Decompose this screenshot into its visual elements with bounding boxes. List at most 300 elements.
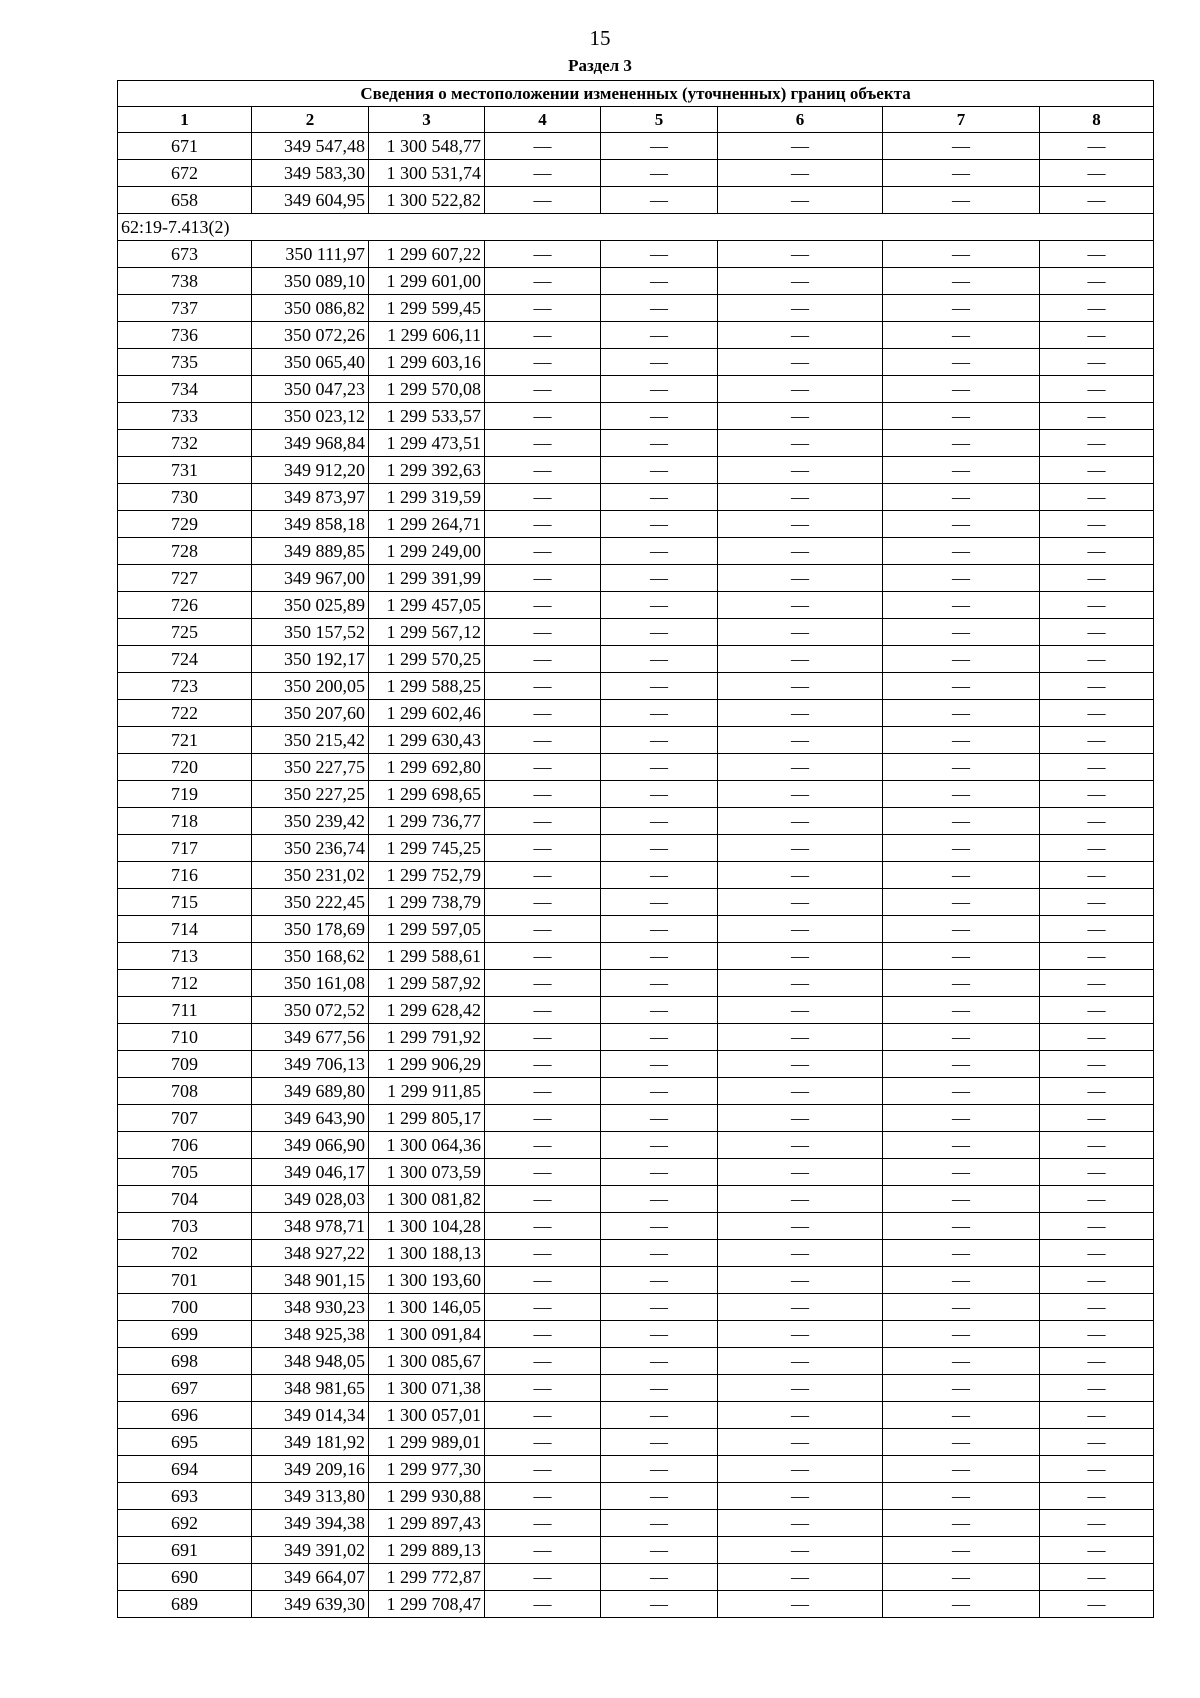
table-row [118,403,1154,430]
empty-cell-dash: — [485,241,601,268]
table-row [118,349,1154,376]
empty-cell-dash: — [485,1429,601,1456]
empty-cell-dash: — [601,322,718,349]
empty-cell-dash: — [718,943,883,970]
point-number: 730 [118,484,252,511]
point-number: 716 [118,862,252,889]
empty-cell-dash: — [485,511,601,538]
empty-cell-dash: — [601,295,718,322]
empty-cell-dash: — [485,1024,601,1051]
table-row [118,673,1154,700]
empty-cell-dash: — [718,997,883,1024]
empty-cell-dash: — [601,1051,718,1078]
table-row [118,376,1154,403]
empty-cell-dash: — [485,1159,601,1186]
table-row [118,160,1154,187]
empty-cell-dash: — [601,619,718,646]
table-row [118,1267,1154,1294]
empty-cell-dash: — [601,1348,718,1375]
empty-cell-dash: — [1040,538,1154,565]
table-row [118,457,1154,484]
empty-cell-dash: — [883,970,1040,997]
empty-cell-dash: — [601,187,718,214]
empty-cell-dash: — [718,1159,883,1186]
empty-cell-dash: — [1040,430,1154,457]
point-number: 706 [118,1132,252,1159]
empty-cell-dash: — [883,1213,1040,1240]
empty-cell-dash: — [485,1510,601,1537]
empty-cell-dash: — [485,1348,601,1375]
empty-cell-dash: — [718,457,883,484]
empty-cell-dash: — [718,781,883,808]
empty-cell-dash: — [1040,754,1154,781]
table-row [118,187,1154,214]
empty-cell-dash: — [1040,241,1154,268]
table-row [118,1213,1154,1240]
point-number: 695 [118,1429,252,1456]
coordinate-y: 1 299 533,57 [369,403,485,430]
empty-cell-dash: — [485,754,601,781]
coordinate-y: 1 300 091,84 [369,1321,485,1348]
coordinate-x: 349 547,48 [252,133,369,160]
empty-cell-dash: — [1040,889,1154,916]
empty-cell-dash: — [1040,1429,1154,1456]
coordinate-y: 1 299 597,05 [369,916,485,943]
coordinate-x: 350 157,52 [252,619,369,646]
coordinate-x: 350 236,74 [252,835,369,862]
empty-cell-dash: — [601,133,718,160]
coordinate-y: 1 299 736,77 [369,808,485,835]
empty-cell-dash: — [485,1564,601,1591]
coordinate-y: 1 299 570,25 [369,646,485,673]
point-number: 672 [118,160,252,187]
empty-cell-dash: — [718,592,883,619]
empty-cell-dash: — [883,889,1040,916]
empty-cell-dash: — [601,970,718,997]
point-number: 734 [118,376,252,403]
coordinate-x: 350 072,26 [252,322,369,349]
table-row [118,241,1154,268]
table-row [118,754,1154,781]
empty-cell-dash: — [601,1483,718,1510]
empty-cell-dash: — [718,322,883,349]
coordinate-x: 349 394,38 [252,1510,369,1537]
empty-cell-dash: — [1040,862,1154,889]
empty-cell-dash: — [883,511,1040,538]
empty-cell-dash: — [601,1375,718,1402]
coordinate-y: 1 299 473,51 [369,430,485,457]
empty-cell-dash: — [601,997,718,1024]
coordinate-y: 1 299 607,22 [369,241,485,268]
empty-cell-dash: — [485,1456,601,1483]
empty-cell-dash: — [601,1132,718,1159]
empty-cell-dash: — [601,1321,718,1348]
point-number: 709 [118,1051,252,1078]
point-number: 713 [118,943,252,970]
empty-cell-dash: — [718,1456,883,1483]
coordinate-y: 1 299 601,00 [369,268,485,295]
empty-cell-dash: — [1040,376,1154,403]
page-number: 15 [589,26,611,50]
table-row [118,808,1154,835]
empty-cell-dash: — [601,835,718,862]
coordinate-x: 349 583,30 [252,160,369,187]
table-row [118,997,1154,1024]
empty-cell-dash: — [1040,1294,1154,1321]
empty-cell-dash: — [1040,1510,1154,1537]
empty-cell-dash: — [718,1267,883,1294]
coordinate-x: 349 677,56 [252,1024,369,1051]
empty-cell-dash: — [718,295,883,322]
empty-cell-dash: — [601,268,718,295]
coordinate-x: 350 207,60 [252,700,369,727]
empty-cell-dash: — [601,484,718,511]
empty-cell-dash: — [883,1051,1040,1078]
empty-cell-dash: — [883,133,1040,160]
table-row [118,619,1154,646]
point-number: 689 [118,1591,252,1618]
point-number: 697 [118,1375,252,1402]
empty-cell-dash: — [601,376,718,403]
empty-cell-dash: — [883,187,1040,214]
empty-cell-dash: — [601,1564,718,1591]
coordinate-y: 1 299 391,99 [369,565,485,592]
point-number: 738 [118,268,252,295]
empty-cell-dash: — [1040,1213,1154,1240]
table-row [118,268,1154,295]
coordinate-y: 1 300 188,13 [369,1240,485,1267]
table-row [118,1510,1154,1537]
empty-cell-dash: — [485,997,601,1024]
coordinate-y: 1 299 602,46 [369,700,485,727]
empty-cell-dash: — [601,1537,718,1564]
table-row [118,484,1154,511]
empty-cell-dash: — [883,646,1040,673]
empty-cell-dash: — [1040,700,1154,727]
empty-cell-dash: — [883,1564,1040,1591]
column-number: 6 [718,107,883,133]
table-row [118,133,1154,160]
coordinate-x: 350 227,75 [252,754,369,781]
empty-cell-dash: — [883,295,1040,322]
empty-cell-dash: — [1040,1132,1154,1159]
point-number: 703 [118,1213,252,1240]
coordinate-x: 349 706,13 [252,1051,369,1078]
empty-cell-dash: — [601,781,718,808]
coordinate-x: 349 209,16 [252,1456,369,1483]
empty-cell-dash: — [883,160,1040,187]
empty-cell-dash: — [485,1375,601,1402]
empty-cell-dash: — [1040,457,1154,484]
point-number: 728 [118,538,252,565]
empty-cell-dash: — [601,1213,718,1240]
empty-cell-dash: — [485,1537,601,1564]
point-number: 707 [118,1105,252,1132]
table-row [118,295,1154,322]
empty-cell-dash: — [485,862,601,889]
coordinate-x: 350 161,08 [252,970,369,997]
coordinate-y: 1 299 698,65 [369,781,485,808]
empty-cell-dash: — [1040,1105,1154,1132]
cadastral-number: 62:19-7.413(2) [118,214,1154,241]
empty-cell-dash: — [1040,781,1154,808]
empty-cell-dash: — [883,1132,1040,1159]
empty-cell-dash: — [718,835,883,862]
empty-cell-dash: — [485,727,601,754]
empty-cell-dash: — [883,1402,1040,1429]
empty-cell-dash: — [718,187,883,214]
coordinate-x: 350 192,17 [252,646,369,673]
coordinate-x: 350 072,52 [252,997,369,1024]
point-number: 702 [118,1240,252,1267]
table-row [118,970,1154,997]
coordinate-x: 348 981,65 [252,1375,369,1402]
point-number: 722 [118,700,252,727]
empty-cell-dash: — [883,916,1040,943]
empty-cell-dash: — [1040,1186,1154,1213]
coordinate-y: 1 300 064,36 [369,1132,485,1159]
point-number: 704 [118,1186,252,1213]
empty-cell-dash: — [485,673,601,700]
table-row [118,1348,1154,1375]
coordinate-x: 349 391,02 [252,1537,369,1564]
empty-cell-dash: — [718,1483,883,1510]
point-number: 658 [118,187,252,214]
coordinate-y: 1 300 071,38 [369,1375,485,1402]
point-number: 692 [118,1510,252,1537]
empty-cell-dash: — [718,511,883,538]
empty-cell-dash: — [601,1591,718,1618]
point-number: 671 [118,133,252,160]
empty-cell-dash: — [601,1078,718,1105]
empty-cell-dash: — [601,565,718,592]
empty-cell-dash: — [1040,997,1154,1024]
empty-cell-dash: — [718,1240,883,1267]
empty-cell-dash: — [883,862,1040,889]
empty-cell-dash: — [883,592,1040,619]
empty-cell-dash: — [1040,1240,1154,1267]
table-row [118,727,1154,754]
empty-cell-dash: — [601,1402,718,1429]
section-title: Раздел 3 [568,56,632,75]
coordinate-x: 350 168,62 [252,943,369,970]
table-row [118,916,1154,943]
boundary-table [117,80,1154,1618]
empty-cell-dash: — [601,1024,718,1051]
empty-cell-dash: — [1040,619,1154,646]
coordinate-y: 1 300 522,82 [369,187,485,214]
empty-cell-dash: — [1040,322,1154,349]
empty-cell-dash: — [485,592,601,619]
empty-cell-dash: — [718,1591,883,1618]
empty-cell-dash: — [883,700,1040,727]
point-number: 719 [118,781,252,808]
column-number: 3 [369,107,485,133]
point-number: 699 [118,1321,252,1348]
coordinate-y: 1 299 392,63 [369,457,485,484]
empty-cell-dash: — [485,349,601,376]
coordinate-y: 1 300 104,28 [369,1213,485,1240]
empty-cell-dash: — [883,565,1040,592]
empty-cell-dash: — [1040,1348,1154,1375]
point-number: 690 [118,1564,252,1591]
coordinate-x: 349 604,95 [252,187,369,214]
empty-cell-dash: — [601,1429,718,1456]
empty-cell-dash: — [601,646,718,673]
empty-cell-dash: — [485,484,601,511]
empty-cell-dash: — [601,700,718,727]
point-number: 712 [118,970,252,997]
point-number: 723 [118,673,252,700]
coordinate-x: 350 200,05 [252,673,369,700]
empty-cell-dash: — [485,1078,601,1105]
coordinate-y: 1 299 752,79 [369,862,485,889]
empty-cell-dash: — [485,1051,601,1078]
coordinate-y: 1 300 073,59 [369,1159,485,1186]
empty-cell-dash: — [883,1510,1040,1537]
table-row [118,1105,1154,1132]
empty-cell-dash: — [718,808,883,835]
empty-cell-dash: — [883,835,1040,862]
empty-cell-dash: — [485,1591,601,1618]
empty-cell-dash: — [883,403,1040,430]
coordinate-x: 349 858,18 [252,511,369,538]
empty-cell-dash: — [1040,646,1154,673]
coordinate-y: 1 299 588,61 [369,943,485,970]
coordinate-x: 349 313,80 [252,1483,369,1510]
empty-cell-dash: — [485,1267,601,1294]
coordinate-y: 1 299 628,42 [369,997,485,1024]
coordinate-x: 349 664,07 [252,1564,369,1591]
table-caption-row [118,81,1154,107]
empty-cell-dash: — [485,1294,601,1321]
empty-cell-dash: — [883,1024,1040,1051]
table-row [118,1132,1154,1159]
empty-cell-dash: — [485,430,601,457]
empty-cell-dash: — [1040,511,1154,538]
empty-cell-dash: — [718,538,883,565]
empty-cell-dash: — [883,1375,1040,1402]
coordinate-y: 1 299 745,25 [369,835,485,862]
coordinate-y: 1 299 897,43 [369,1510,485,1537]
table-row [118,1240,1154,1267]
empty-cell-dash: — [1040,1537,1154,1564]
empty-cell-dash: — [718,1348,883,1375]
empty-cell-dash: — [1040,1564,1154,1591]
coordinate-x: 348 927,22 [252,1240,369,1267]
empty-cell-dash: — [883,754,1040,781]
point-number: 733 [118,403,252,430]
coordinate-y: 1 299 319,59 [369,484,485,511]
coordinate-y: 1 299 906,29 [369,1051,485,1078]
column-number: 1 [118,107,252,133]
empty-cell-dash: — [718,1078,883,1105]
empty-cell-dash: — [485,835,601,862]
coordinate-x: 349 889,85 [252,538,369,565]
coordinate-x: 349 912,20 [252,457,369,484]
empty-cell-dash: — [485,1240,601,1267]
empty-cell-dash: — [601,943,718,970]
table-row [118,1294,1154,1321]
empty-cell-dash: — [718,1132,883,1159]
empty-cell-dash: — [601,241,718,268]
empty-cell-dash: — [718,565,883,592]
table-caption: Сведения о местоположении измененных (уточненных) границ объекта [118,81,1154,107]
empty-cell-dash: — [485,1186,601,1213]
empty-cell-dash: — [485,1213,601,1240]
empty-cell-dash: — [485,457,601,484]
empty-cell-dash: — [718,916,883,943]
column-number: 8 [1040,107,1154,133]
empty-cell-dash: — [1040,835,1154,862]
coordinate-y: 1 299 692,80 [369,754,485,781]
coordinate-y: 1 299 708,47 [369,1591,485,1618]
coordinate-y: 1 299 599,45 [369,295,485,322]
empty-cell-dash: — [485,970,601,997]
coordinate-x: 349 046,17 [252,1159,369,1186]
empty-cell-dash: — [485,916,601,943]
empty-cell-dash: — [601,1240,718,1267]
empty-cell-dash: — [1040,1375,1154,1402]
empty-cell-dash: — [1040,403,1154,430]
empty-cell-dash: — [883,241,1040,268]
empty-cell-dash: — [485,1105,601,1132]
empty-cell-dash: — [485,700,601,727]
coordinate-x: 348 901,15 [252,1267,369,1294]
empty-cell-dash: — [883,1078,1040,1105]
empty-cell-dash: — [883,538,1040,565]
coordinate-y: 1 299 249,00 [369,538,485,565]
table-row [118,1564,1154,1591]
empty-cell-dash: — [1040,727,1154,754]
point-number: 673 [118,241,252,268]
column-number-row [118,107,1154,133]
table-row [118,538,1154,565]
table-row [118,943,1154,970]
empty-cell-dash: — [601,511,718,538]
coordinate-x: 348 925,38 [252,1321,369,1348]
empty-cell-dash: — [718,700,883,727]
coordinate-y: 1 300 081,82 [369,1186,485,1213]
empty-cell-dash: — [601,754,718,781]
table-row [118,889,1154,916]
empty-cell-dash: — [718,1321,883,1348]
table-row [118,1429,1154,1456]
point-number: 711 [118,997,252,1024]
point-number: 724 [118,646,252,673]
coordinate-y: 1 300 057,01 [369,1402,485,1429]
coordinate-x: 349 967,00 [252,565,369,592]
empty-cell-dash: — [718,1294,883,1321]
coordinate-x: 350 111,97 [252,241,369,268]
empty-cell-dash: — [485,565,601,592]
empty-cell-dash: — [718,1537,883,1564]
point-number: 721 [118,727,252,754]
point-number: 700 [118,1294,252,1321]
empty-cell-dash: — [718,484,883,511]
coordinate-x: 350 227,25 [252,781,369,808]
point-number: 736 [118,322,252,349]
empty-cell-dash: — [485,808,601,835]
empty-cell-dash: — [883,1240,1040,1267]
empty-cell-dash: — [601,1159,718,1186]
empty-cell-dash: — [883,1591,1040,1618]
empty-cell-dash: — [485,376,601,403]
coordinate-y: 1 299 630,43 [369,727,485,754]
coordinate-x: 350 023,12 [252,403,369,430]
coordinate-y: 1 300 085,67 [369,1348,485,1375]
column-number: 4 [485,107,601,133]
